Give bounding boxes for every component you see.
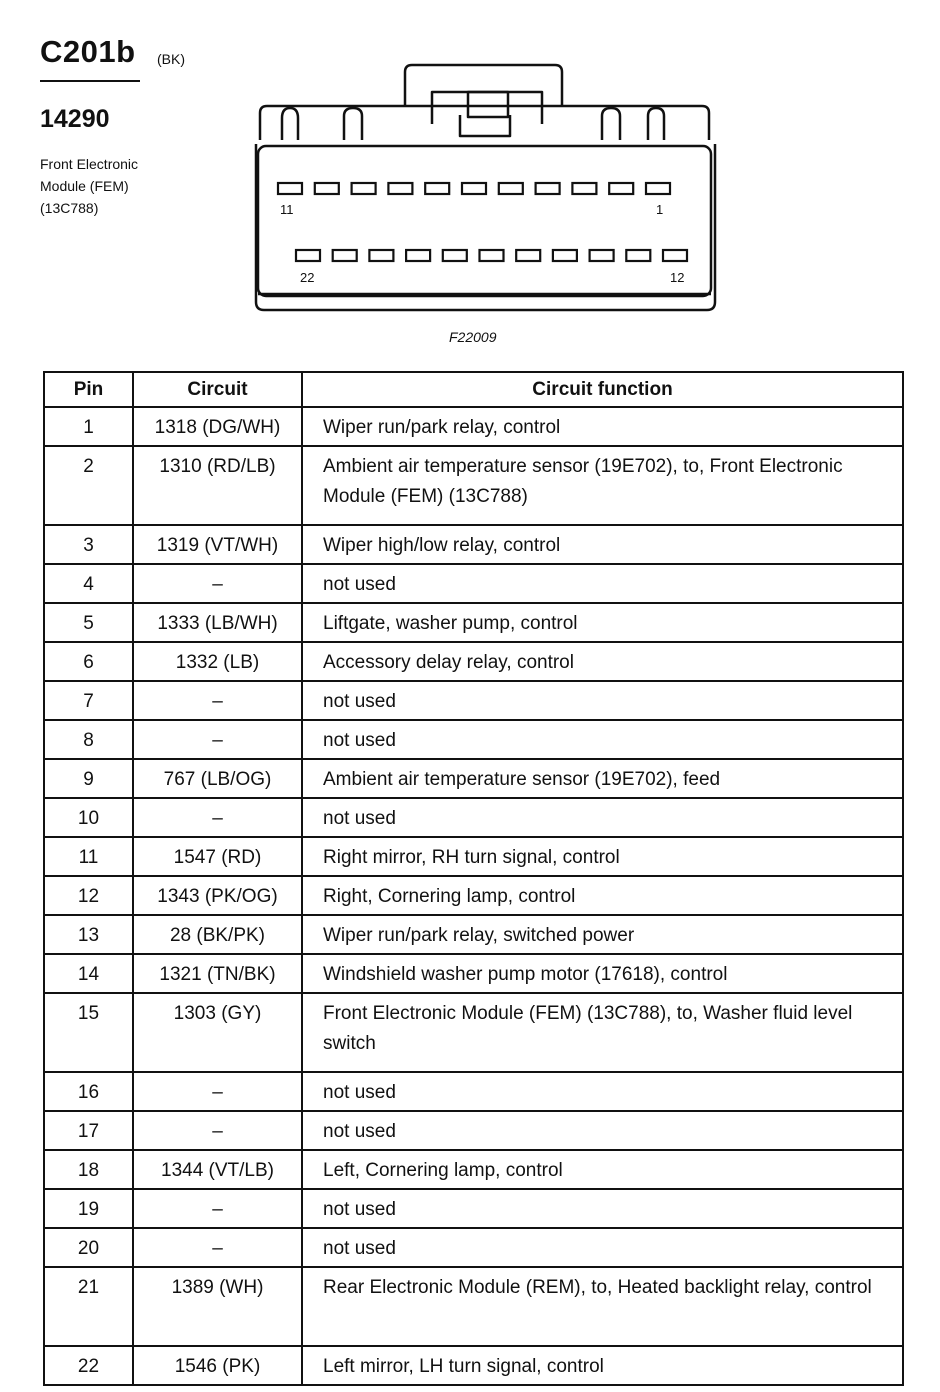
pinout-table: [43, 371, 904, 1386]
circuit-cell: 1319 (VT/WH): [133, 525, 302, 564]
circuit-function-cell: Windshield washer pump motor (17618), control: [302, 954, 903, 993]
pin-cavity: [572, 183, 596, 194]
circuit-cell: 1547 (RD): [133, 837, 302, 876]
locking-rib: [602, 108, 620, 140]
locking-rib: [282, 108, 298, 140]
pin-cell: 1: [44, 407, 133, 446]
circuit-cell: 28 (BK/PK): [133, 915, 302, 954]
circuit-function-cell: not used: [302, 1189, 903, 1228]
pin-cell: 5: [44, 603, 133, 642]
circuit-function-cell: not used: [302, 798, 903, 837]
pin-cavity: [443, 250, 467, 261]
table-row: [44, 798, 903, 837]
table-row: [44, 603, 903, 642]
circuit-cell: 1310 (RD/LB): [133, 446, 302, 525]
circuit-function-cell: not used: [302, 1111, 903, 1150]
pin-cavity: [663, 250, 687, 261]
circuit-function-cell: Left, Cornering lamp, control: [302, 1150, 903, 1189]
circuit-function-cell: Wiper run/park relay, control: [302, 407, 903, 446]
pin-cavity: [352, 183, 376, 194]
latch-window: [468, 92, 508, 117]
pin-cavity: [516, 250, 540, 261]
circuit-cell: 1318 (DG/WH): [133, 407, 302, 446]
circuit-cell: 1321 (TN/BK): [133, 954, 302, 993]
table-row: [44, 525, 903, 564]
table-row: [44, 954, 903, 993]
pin-cell: 13: [44, 915, 133, 954]
circuit-function-cell: Right, Cornering lamp, control: [302, 876, 903, 915]
pin-cell: 14: [44, 954, 133, 993]
pin-cell: 3: [44, 525, 133, 564]
latch-key: [432, 92, 542, 114]
circuit-function-cell: not used: [302, 720, 903, 759]
connector-face-diagram: [250, 58, 720, 320]
table-row: [44, 1072, 903, 1111]
circuit-function-cell: Left mirror, LH turn signal, control: [302, 1346, 903, 1385]
pin-cavity: [333, 250, 357, 261]
table-row: [44, 1346, 903, 1385]
figure-code: F22009: [449, 329, 497, 345]
pin-cavity: [626, 250, 650, 261]
pin-label-top-left: 11: [280, 202, 294, 217]
table-row: [44, 642, 903, 681]
circuit-cell: 1332 (LB): [133, 642, 302, 681]
table-row: [44, 681, 903, 720]
circuit-cell: –: [133, 798, 302, 837]
pin-cavity: [646, 183, 670, 194]
pin-cell: 22: [44, 1346, 133, 1385]
pin-cell: 21: [44, 1267, 133, 1346]
pin-cell: 4: [44, 564, 133, 603]
pin-cavity: [315, 183, 339, 194]
module-line: (13C788): [40, 200, 99, 216]
table-row: [44, 915, 903, 954]
header-pin: Pin: [44, 372, 133, 407]
pin-label-bottom-left: 22: [300, 270, 315, 285]
module-line: Front Electronic: [40, 156, 139, 172]
pin-cell: 9: [44, 759, 133, 798]
circuit-function-cell: not used: [302, 1072, 903, 1111]
pin-cell: 11: [44, 837, 133, 876]
pin-cell: 19: [44, 1189, 133, 1228]
circuit-function-cell: not used: [302, 1228, 903, 1267]
table-row: [44, 876, 903, 915]
circuit-function-cell: Right mirror, RH turn signal, control: [302, 837, 903, 876]
circuit-cell: –: [133, 1111, 302, 1150]
table-row: [44, 1150, 903, 1189]
pin-cell: 8: [44, 720, 133, 759]
connector-color: (BK): [157, 51, 185, 67]
table-row: [44, 759, 903, 798]
pin-cavity: [278, 183, 302, 194]
pin-cavity: [553, 250, 577, 261]
pin-cell: 10: [44, 798, 133, 837]
table-row: [44, 720, 903, 759]
table-row: [44, 1189, 903, 1228]
pin-cavity: [480, 250, 504, 261]
circuit-function-cell: Ambient air temperature sensor (19E702), to, Front Electronic Module (FEM) (13C788): [302, 446, 903, 525]
table-row: [44, 564, 903, 603]
table-header-row: [44, 372, 903, 407]
circuit-cell: 1303 (GY): [133, 993, 302, 1072]
table-row: [44, 837, 903, 876]
circuit-cell: 1343 (PK/OG): [133, 876, 302, 915]
table-row: [44, 1228, 903, 1267]
connector-face: [258, 146, 711, 296]
table-row: [44, 993, 903, 1072]
circuit-cell: –: [133, 1189, 302, 1228]
pin-cell: 6: [44, 642, 133, 681]
module-description: [40, 153, 138, 219]
title-underline: [40, 80, 140, 82]
circuit-cell: –: [133, 1072, 302, 1111]
pin-cavity: [425, 183, 449, 194]
pin-cavity: [406, 250, 430, 261]
circuit-cell: 1546 (PK): [133, 1346, 302, 1385]
table-row: [44, 446, 903, 525]
circuit-function-cell: Wiper run/park relay, switched power: [302, 915, 903, 954]
circuit-cell: 767 (LB/OG): [133, 759, 302, 798]
pin-cavity: [499, 183, 523, 194]
pin-cavity: [536, 183, 560, 194]
pin-cavity: [590, 250, 614, 261]
pin-cell: 12: [44, 876, 133, 915]
pin-cell: 17: [44, 1111, 133, 1150]
module-line: Module (FEM): [40, 178, 129, 194]
connector-title: C201b: [40, 34, 136, 69]
circuit-cell: –: [133, 720, 302, 759]
circuit-function-cell: Liftgate, washer pump, control: [302, 603, 903, 642]
circuit-cell: 1344 (VT/LB): [133, 1150, 302, 1189]
pin-cavity: [369, 250, 393, 261]
table-row: [44, 1111, 903, 1150]
circuit-cell: 1389 (WH): [133, 1267, 302, 1346]
table-row: [44, 407, 903, 446]
pin-cavity: [296, 250, 320, 261]
cavity-row-top: [278, 183, 670, 194]
connector-latch: [405, 65, 562, 106]
circuit-function-cell: Front Electronic Module (FEM) (13C788), to, Washer fluid level switch: [302, 993, 903, 1072]
circuit-function-cell: not used: [302, 564, 903, 603]
pin-cavity: [462, 183, 486, 194]
pin-cell: 16: [44, 1072, 133, 1111]
pin-cavity: [388, 183, 412, 194]
header-circuit-function: Circuit function: [302, 372, 903, 407]
circuit-cell: –: [133, 1228, 302, 1267]
circuit-cell: –: [133, 564, 302, 603]
circuit-function-cell: Accessory delay relay, control: [302, 642, 903, 681]
pin-cell: 2: [44, 446, 133, 525]
pin-label-bottom-right: 12: [670, 270, 685, 285]
pin-cell: 20: [44, 1228, 133, 1267]
circuit-cell: –: [133, 681, 302, 720]
circuit-function-cell: Rear Electronic Module (REM), to, Heated backlight relay, control: [302, 1267, 903, 1346]
cavity-row-bottom: [296, 250, 687, 261]
circuit-cell: 1333 (LB/WH): [133, 603, 302, 642]
pin-cell: 7: [44, 681, 133, 720]
pin-cell: 18: [44, 1150, 133, 1189]
table-row: [44, 1267, 903, 1346]
circuit-function-cell: not used: [302, 681, 903, 720]
part-number: 14290: [40, 105, 110, 133]
pin-cell: 15: [44, 993, 133, 1072]
circuit-function-cell: Wiper high/low relay, control: [302, 525, 903, 564]
locking-rib: [344, 108, 362, 140]
pin-label-top-right: 1: [656, 202, 664, 217]
circuit-function-cell: Ambient air temperature sensor (19E702), feed: [302, 759, 903, 798]
pin-cavity: [609, 183, 633, 194]
header-circuit: Circuit: [133, 372, 302, 407]
locking-rib: [648, 108, 664, 140]
